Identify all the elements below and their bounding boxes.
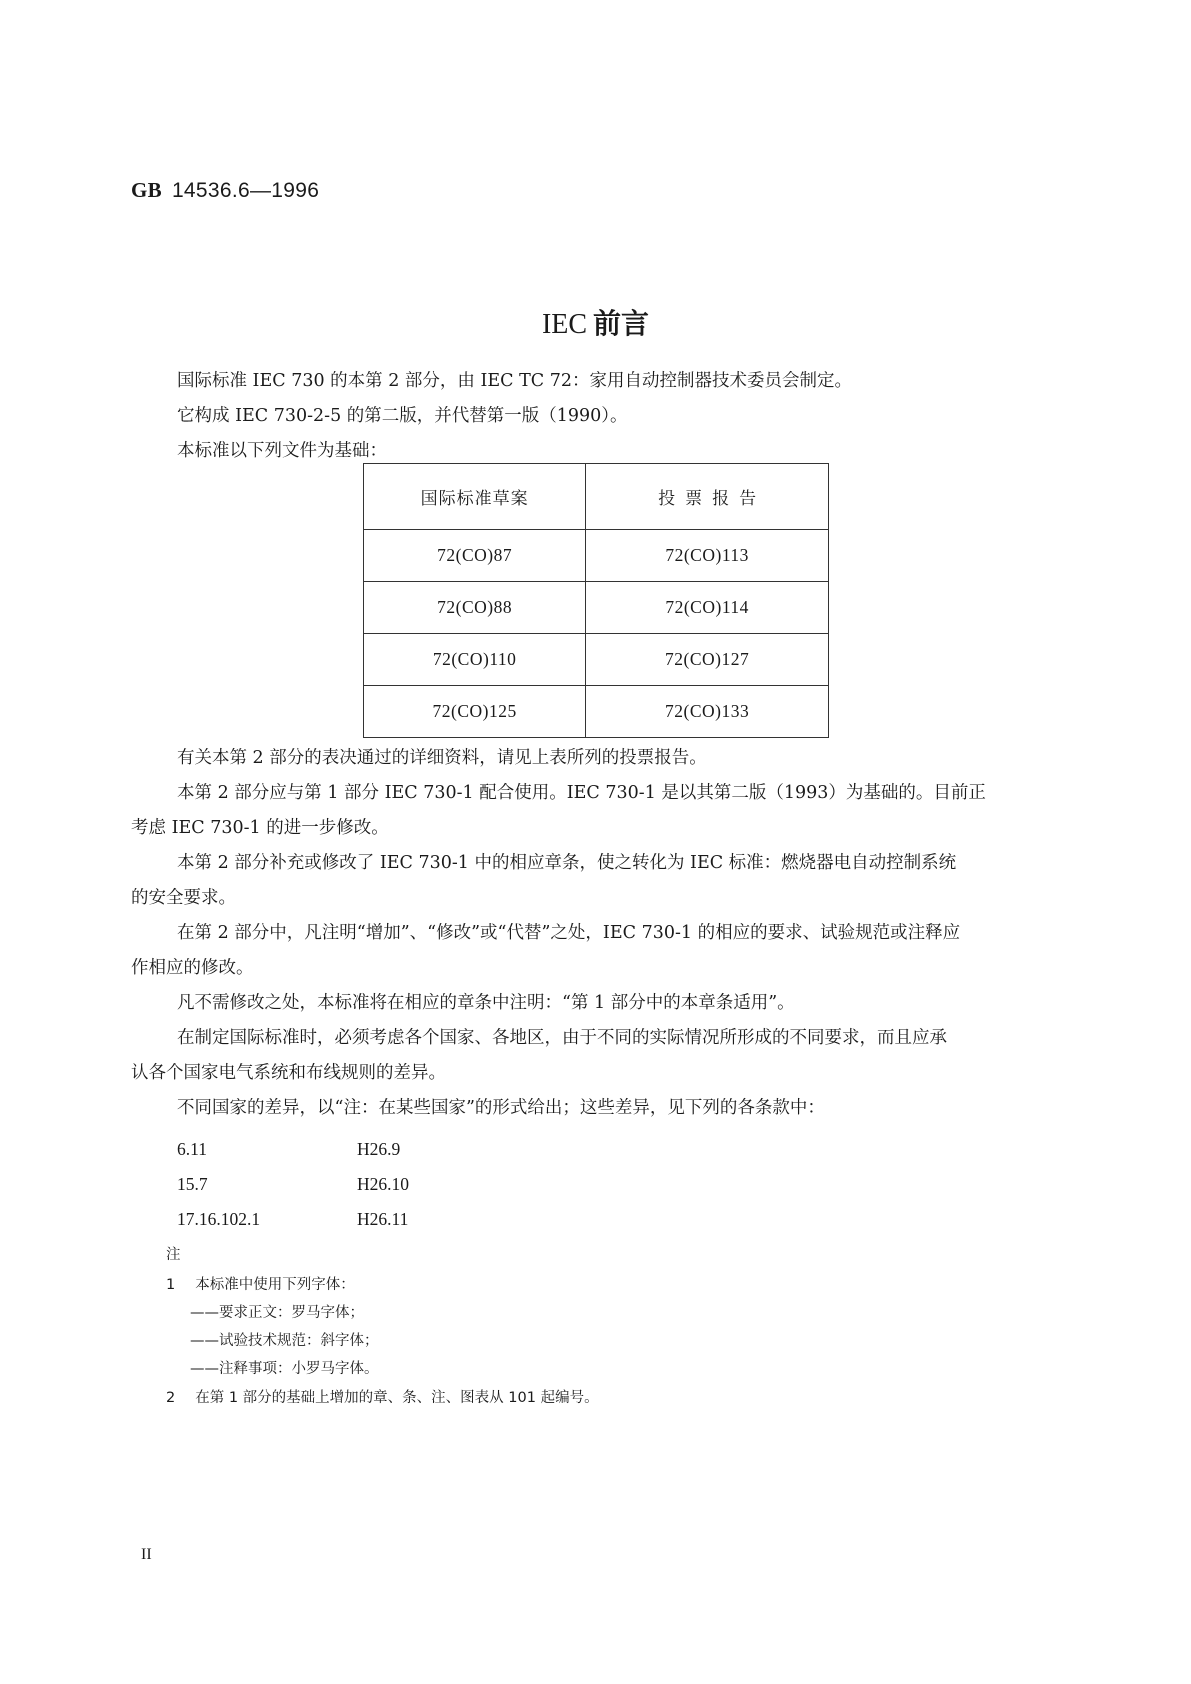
clause-reference: H26.11 bbox=[357, 1209, 409, 1229]
paragraph-supplement-line-1: 本第 2 部分补充或修改了 IEC 730-1 中的相应章条，使之转化为 IEC 标准：燃烧器电自动控制系统 bbox=[177, 853, 957, 873]
voting-report-cell: 72(CO)114 bbox=[586, 582, 829, 634]
clause-row bbox=[177, 1174, 409, 1195]
paragraph-national-line-1: 在制定国际标准时，必须考虑各个国家、各地区，由于不同的实际情况所形成的不同要求，而且应承 bbox=[177, 1028, 947, 1048]
title-chinese: 前言 bbox=[593, 307, 650, 340]
column-header-draft: 国际标准草案 bbox=[364, 464, 586, 530]
gb-prefix: GB bbox=[131, 178, 162, 202]
note-1-item: ——试验技术规范：斜字体； bbox=[190, 1333, 379, 1349]
page-title bbox=[0, 302, 1191, 342]
note-1-item: ——要求正文：罗马字体； bbox=[190, 1305, 364, 1321]
notes-heading: 注 bbox=[166, 1247, 181, 1263]
paragraph-voting-details: 有关本第 2 部分的表决通过的详细资料，请见上表所列的投票报告。 bbox=[177, 748, 707, 768]
paragraph-usage-line-2: 考虑 IEC 730-1 的进一步修改。 bbox=[131, 818, 389, 838]
standard-number: 14536.6—1996 bbox=[171, 179, 320, 202]
paragraph-unchanged: 凡不需修改之处，本标准将在相应的章条中注明：“第 1 部分中的本章条适用”。 bbox=[177, 993, 795, 1013]
note-number: 1 bbox=[166, 1277, 176, 1293]
table-row bbox=[364, 582, 829, 634]
note-1 bbox=[166, 1273, 355, 1294]
paragraph-supplement-line-2: 的安全要求。 bbox=[131, 888, 236, 908]
table-header-row bbox=[364, 464, 829, 530]
table-row bbox=[364, 686, 829, 738]
basis-documents-table bbox=[363, 463, 829, 738]
table-row bbox=[364, 634, 829, 686]
paragraph-national-line-2: 认各个国家电气系统和布线规则的差异。 bbox=[131, 1063, 446, 1083]
column-header-voting-report: 投票报告 bbox=[586, 464, 829, 530]
note-text: 在第 1 部分的基础上增加的章、条、注、图表从 101 起编号。 bbox=[195, 1390, 599, 1406]
clause-row bbox=[177, 1139, 400, 1160]
intro-paragraphs bbox=[131, 364, 1061, 469]
draft-cell: 72(CO)88 bbox=[364, 582, 586, 634]
standard-code bbox=[131, 178, 319, 203]
paragraph-usage-line-1: 本第 2 部分应与第 1 部分 IEC 730-1 配合使用。IEC 730-1 是以其第二版（1993）为基础的。目前正 bbox=[177, 783, 986, 803]
paragraph-amend-line-2: 作相应的修改。 bbox=[131, 958, 254, 978]
paragraph-differences: 不同国家的差异，以“注：在某些国家”的形式给出；这些差异，见下列的各条款中： bbox=[177, 1098, 825, 1118]
body-paragraphs bbox=[131, 741, 1061, 1126]
intro-line-3: 本标准以下列文件为基础： bbox=[177, 441, 387, 461]
intro-line-2: 它构成 IEC 730-2-5 的第二版，并代替第一版（1990）。 bbox=[177, 406, 628, 426]
page-number: II bbox=[141, 1546, 152, 1563]
intro-line-1: 国际标准 IEC 730 的本第 2 部分，由 IEC TC 72：家用自动控制器技术委员会制定。 bbox=[177, 371, 853, 391]
voting-report-cell: 72(CO)113 bbox=[586, 530, 829, 582]
clause-row bbox=[177, 1209, 408, 1230]
note-number: 2 bbox=[166, 1390, 176, 1406]
clause-number: 15.7 bbox=[177, 1174, 208, 1194]
draft-cell: 72(CO)87 bbox=[364, 530, 586, 582]
note-1-item: ——注释事项：小罗马字体。 bbox=[190, 1361, 379, 1377]
voting-report-cell: 72(CO)133 bbox=[586, 686, 829, 738]
note-text: 本标准中使用下列字体： bbox=[195, 1277, 355, 1293]
table-row bbox=[364, 530, 829, 582]
clause-reference: H26.9 bbox=[357, 1139, 401, 1159]
note-2 bbox=[166, 1386, 599, 1407]
clause-number: 17.16.102.1 bbox=[177, 1209, 261, 1229]
clause-number: 6.11 bbox=[177, 1139, 207, 1159]
clause-reference: H26.10 bbox=[357, 1174, 410, 1194]
paragraph-amend-line-1: 在第 2 部分中，凡注明“增加”、“修改”或“代替”之处，IEC 730-1 的相应的要求、试验规范或注释应 bbox=[177, 923, 961, 943]
draft-cell: 72(CO)125 bbox=[364, 686, 586, 738]
voting-report-cell: 72(CO)127 bbox=[586, 634, 829, 686]
title-latin: IEC bbox=[541, 309, 588, 340]
draft-cell: 72(CO)110 bbox=[364, 634, 586, 686]
